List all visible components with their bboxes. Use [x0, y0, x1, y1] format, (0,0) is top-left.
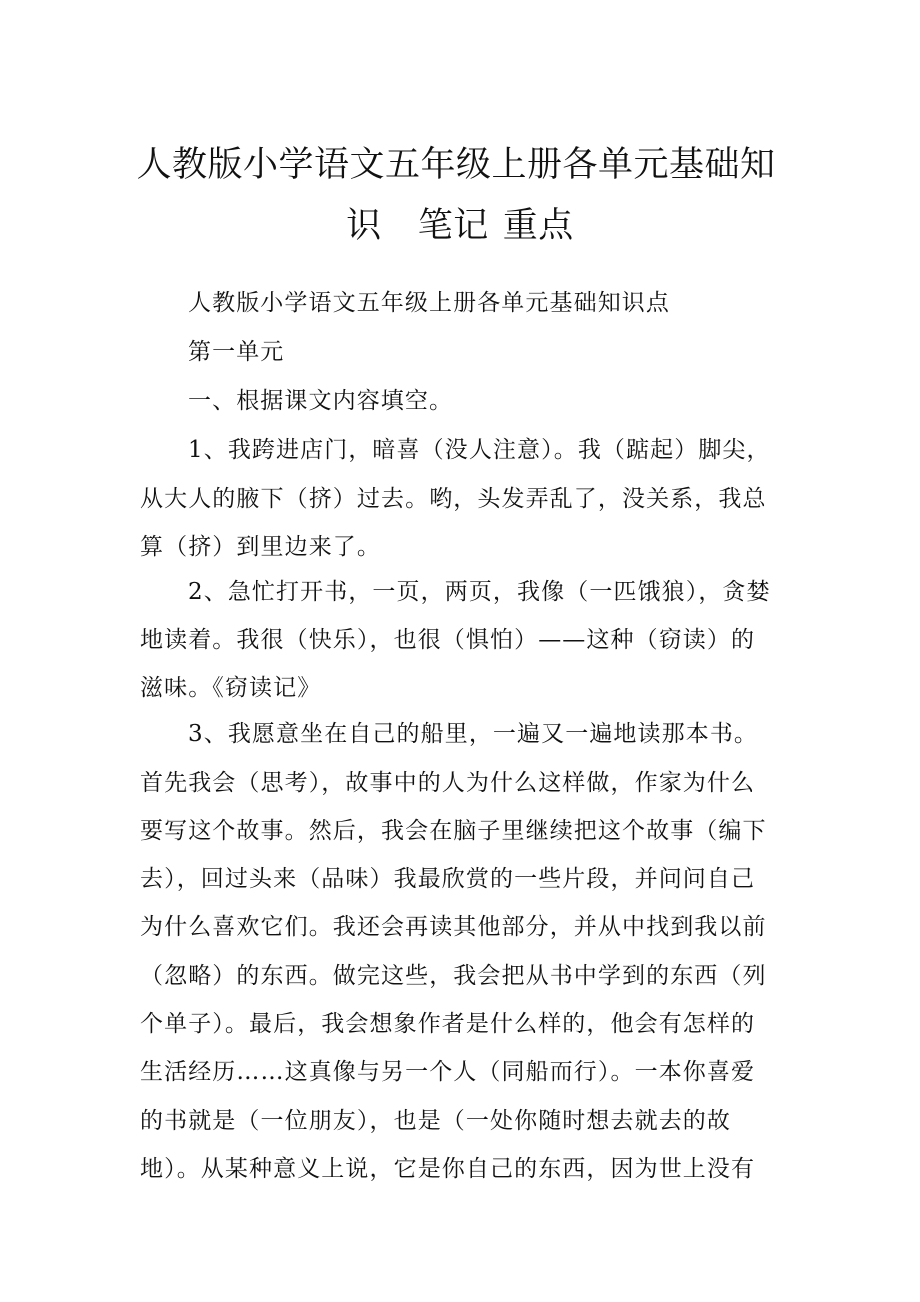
paragraph-2-line-1: 2、急忙打开书，一页，两页，我像（一匹饿狼），贪婪: [188, 579, 771, 605]
paragraph-3-line-2: 首先我会（思考），故事中的人为什么这样做，作家为什么: [140, 770, 756, 796]
paragraph-2-line-2: 地读着。我很（快乐），也很（惧怕）——这种（窃读）的: [140, 627, 756, 653]
paragraph-3-line-10: 地）。从某种意义上说，它是你自己的东西，因为世上没有: [140, 1156, 756, 1182]
paragraph-3-line-7: 个单子）。最后，我会想象作者是什么样的，他会有怎样的: [140, 1011, 756, 1037]
paragraph-1-line-1: 1、我跨进店门，暗喜（没人注意）。我（踮起）脚尖，: [188, 437, 771, 463]
paragraph-3-line-6: （忽略）的东西。做完这些，我会把从书中学到的东西（列: [140, 963, 767, 989]
unit-heading: 第一单元: [188, 339, 285, 365]
title-part-notes: 笔记: [417, 206, 489, 246]
paragraph-1-line-2: 从大人的腋下（挤）过去。哟，头发弄乱了，没关系，我总: [140, 486, 767, 512]
paragraph-3-line-5: 为什么喜欢它们。我还会再读其他部分，并从中找到我以前: [140, 914, 767, 940]
title-part-key-points: 重点: [502, 206, 574, 246]
paragraph-3-line-3: 要写这个故事。然后，我会在脑子里继续把这个故事（编下: [140, 818, 767, 844]
paragraph-3-line-8: 生活经历……这真像与另一个人（同船而行）。一本你喜爱: [140, 1059, 756, 1085]
document-title-line-2: [0, 206, 920, 246]
paragraph-3-line-4: 去），回过头来（品味）我最欣赏的一些片段，并问问自己: [140, 866, 756, 892]
paragraph-1-line-3: 算（挤）到里边来了。: [140, 534, 381, 560]
title-part-zhi: 识: [346, 206, 382, 246]
section-heading: 一、根据课文内容填空。: [188, 388, 454, 414]
document-subtitle: 人教版小学语文五年级上册各单元基础知识点: [188, 290, 670, 316]
paragraph-3-line-9: 的书就是（一位朋友），也是（一处你随时想去就去的故: [140, 1108, 731, 1134]
paragraph-3-line-1: 3、我愿意坐在自己的船里，一遍又一遍地读那本书。: [188, 721, 759, 747]
document-title-line-1: 人教版小学语文五年级上册各单元基础知: [136, 145, 776, 185]
paragraph-2-line-3: 滋味。《窃读记》: [140, 675, 322, 701]
